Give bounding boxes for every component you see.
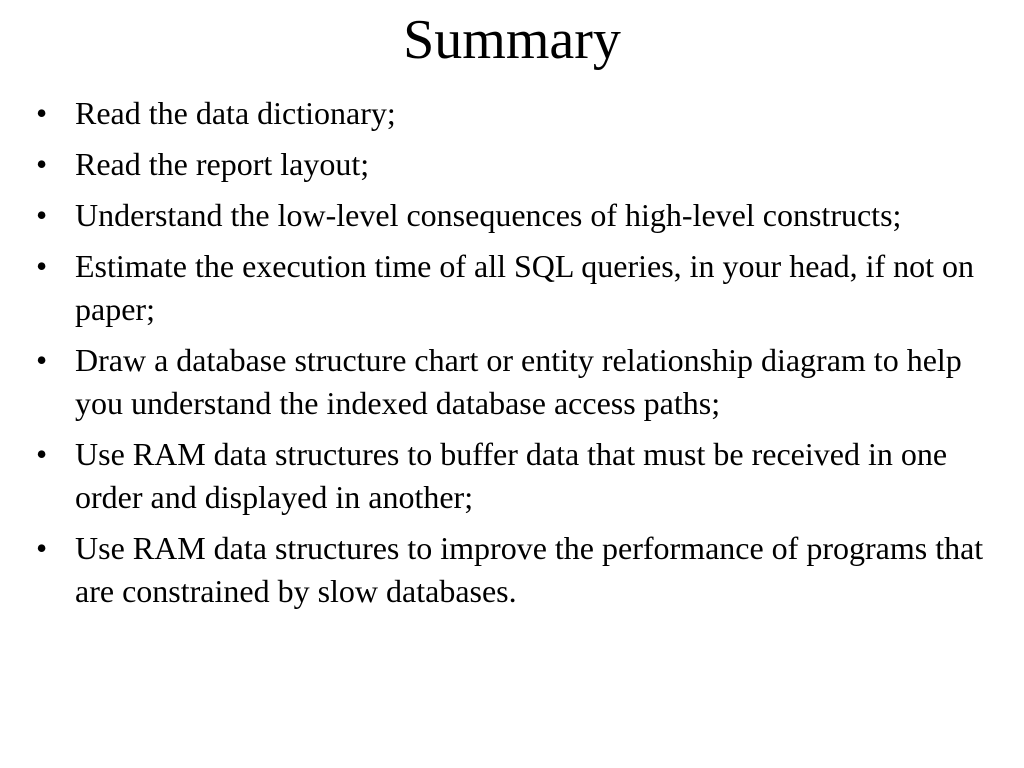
bullet-icon: • bbox=[36, 436, 48, 472]
bullet-text: Estimate the execution time of all SQL queries, in your head, if not on paper; bbox=[75, 248, 975, 327]
bullet-item bbox=[0, 194, 1024, 237]
bullet-text: Read the report layout; bbox=[75, 146, 370, 182]
bullet-text: Read the data dictionary; bbox=[75, 95, 396, 131]
bullet-icon: • bbox=[36, 530, 48, 566]
bullet-item bbox=[0, 339, 1024, 425]
bullet-text: Draw a database structure chart or entity relationship diagram to help you understand the indexed database access paths; bbox=[75, 342, 962, 421]
slide-title: Summary bbox=[403, 9, 621, 71]
bullet-icon: • bbox=[36, 197, 48, 233]
bullet-item bbox=[0, 143, 1024, 186]
bullet-text: Use RAM data structures to buffer data that must be received in one order and displayed in another; bbox=[75, 436, 948, 515]
bullet-item bbox=[0, 433, 1024, 519]
bullet-text: Understand the low-level consequences of high-level constructs; bbox=[75, 197, 902, 233]
bullet-list bbox=[0, 92, 1024, 621]
bullet-item bbox=[0, 245, 1024, 331]
bullet-icon: • bbox=[36, 146, 48, 182]
bullet-icon: • bbox=[36, 248, 48, 284]
bullet-text: Use RAM data structures to improve the performance of programs that are constrained by slow databases. bbox=[75, 530, 984, 609]
bullet-icon: • bbox=[36, 95, 48, 131]
bullet-icon: • bbox=[36, 342, 48, 378]
bullet-item bbox=[0, 527, 1024, 613]
bullet-item bbox=[0, 92, 1024, 135]
